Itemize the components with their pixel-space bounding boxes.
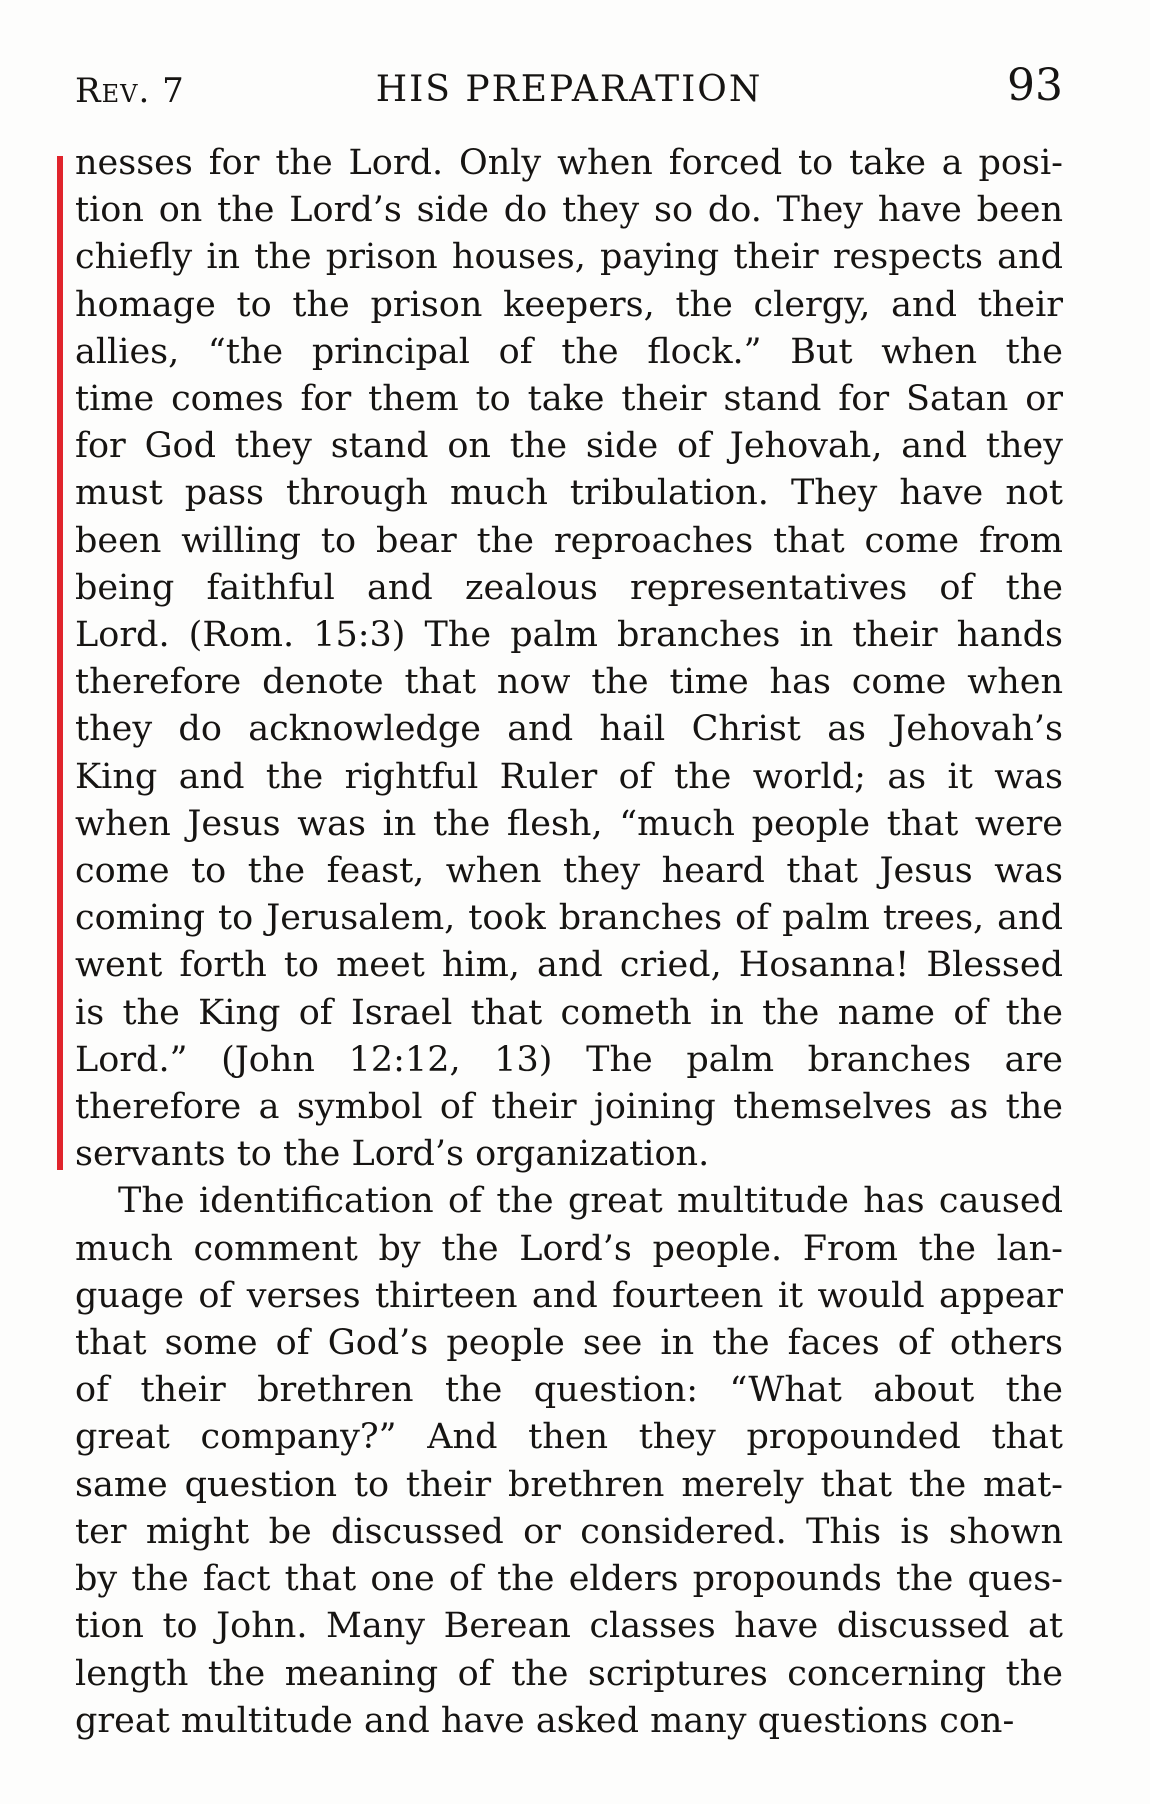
text-line: went forth to meet him, and cried, Hosanna! Blessed [75,945,1063,986]
text-line: great company?” And then they propounded that [75,1417,1063,1458]
text-line: time comes for them to take their stand for Satan or [75,379,1063,420]
text-line: come to the feast, when they heard that Jesus was [75,851,1063,892]
text-line: Lord.” (John 12:12, 13) The palm branches are [75,1039,1063,1080]
text-line: is the King of Israel that cometh in the name of the [75,992,1063,1033]
text-line: that some of God’s people see in the faces of others [75,1323,1063,1364]
running-head-title: HIS PREPARATION [375,69,763,110]
text-line: same question to their brethren merely that the mat- [75,1464,1063,1505]
text-line: allies, “the principal of the flock.” But when the [75,331,1063,372]
text-line: coming to Jerusalem, took branches of palm trees, and [75,898,1063,939]
text-line: servants to the Lord’s organization. [75,1134,710,1175]
text-line: tion to John. Many Berean classes have discussed at [75,1606,1063,1647]
text-line: Lord. (Rom. 15:3) The palm branches in their hands [75,615,1063,656]
text-line: great multitude and have asked many questions con- [75,1700,1015,1741]
text-line: therefore denote that now the time has come when [75,662,1063,703]
text-line: they do acknowledge and hail Christ as Jehovah’s [75,709,1063,750]
text-line: being faithful and zealous representatives of the [75,567,1063,608]
text-line: ter might be discussed or considered. This is shown [75,1511,1063,1552]
paragraph [75,1178,1063,1744]
text-line: homage to the prison keepers, the clergy, and their [75,284,1063,325]
text-line: tion on the Lord’s side do they so do. They have been [75,190,1063,231]
page-header [75,60,1063,112]
text-line: been willing to bear the reproaches that come from [75,520,1063,561]
text-line: of their brethren the question: “What about the [75,1370,1063,1411]
page-body [75,140,1063,1745]
text-line: nesses for the Lord. Only when forced to take a posi- [75,143,1063,183]
text-line: chiefly in the prison houses, paying their respects and [75,237,1063,278]
text-line: by the fact that one of the elders propounds the ques- [75,1559,1063,1600]
text-line: for God they stand on the side of Jehovah, and they [75,426,1063,467]
text-line: when Jesus was in the flesh, “much people that were [75,803,1063,844]
running-head-chapter: Rev. 7 [75,71,185,111]
text-line: King and the rightful Ruler of the world; as it was [75,756,1063,797]
text-line: length the meaning of the scriptures concerning the [75,1653,1063,1694]
text-line: much comment by the Lord’s people. From the lan- [75,1228,1063,1269]
margin-highlight-line [57,156,63,1170]
text-line: must pass through much tribulation. They have not [75,473,1063,514]
paragraph [75,140,1063,1178]
text-line: The identification of the great multitude has caused [118,1181,1063,1222]
page-number: 93 [1007,60,1063,111]
text-line: guage of verses thirteen and fourteen it would appear [75,1275,1063,1316]
text-line: therefore a symbol of their joining themselves as the [75,1087,1063,1128]
